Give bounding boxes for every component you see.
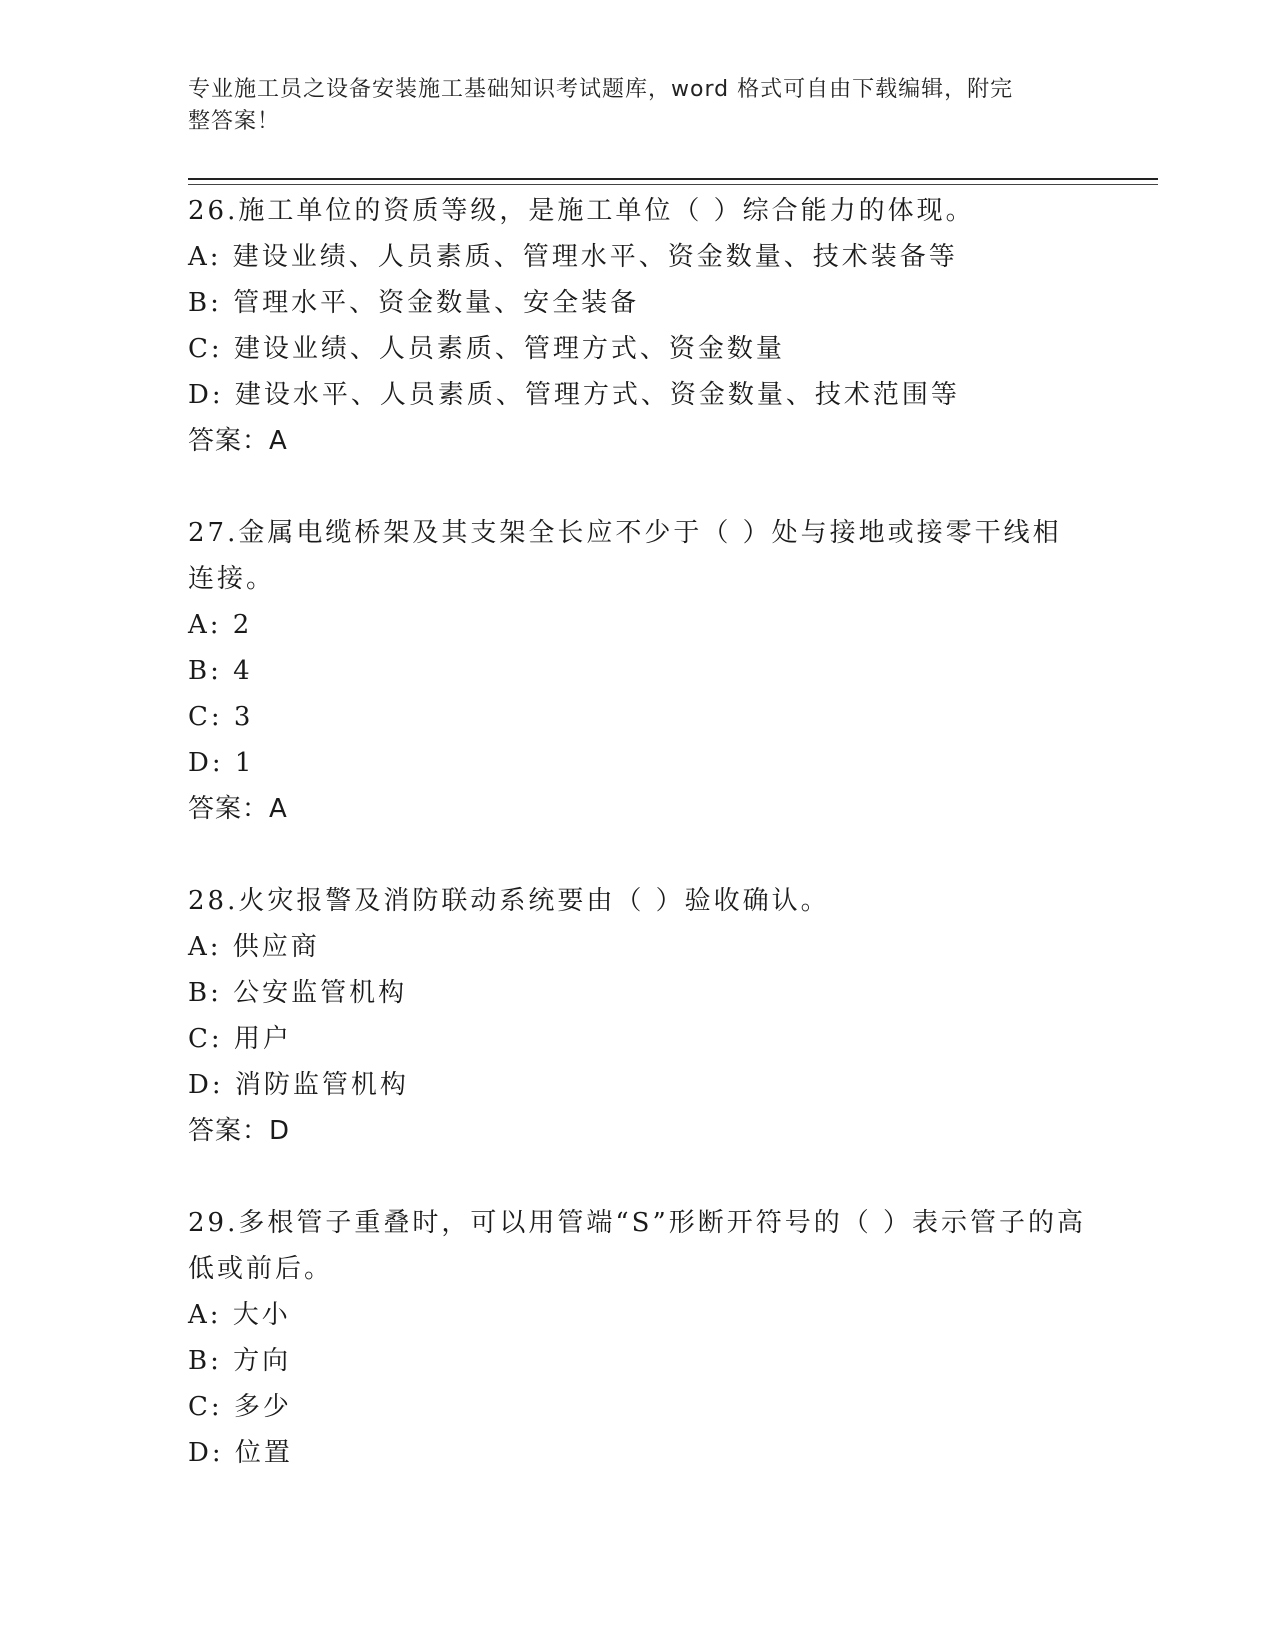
question-26 (188, 188, 1088, 464)
option-c: C: 3 (188, 702, 254, 732)
option-b: B: 管理水平、资金数量、安全装备 (188, 288, 640, 318)
document-header (188, 74, 1068, 138)
option-d: D: 建设水平、人员素质、管理方式、资金数量、技术范围等 (188, 380, 960, 410)
question-stem: 29.多根管子重叠时，可以用管端“S”形断开符号的（ ）表示管子的高低或前后。 (188, 1208, 1087, 1284)
answer-label: 答案：A (188, 426, 288, 456)
question-27 (188, 510, 1088, 832)
option-b: B: 方向 (188, 1346, 292, 1376)
header-divider-thick (188, 178, 1158, 180)
answer-label: 答案：D (188, 1116, 291, 1146)
option-d: D: 消防监管机构 (188, 1070, 409, 1100)
header-line-2: 整答案！ (188, 109, 281, 134)
option-a: A: 2 (188, 610, 253, 640)
question-list (188, 188, 1088, 1522)
option-a: A: 大小 (188, 1300, 291, 1330)
option-a: A: 建设业绩、人员素质、管理水平、资金数量、技术装备等 (188, 242, 958, 272)
option-c: C: 建设业绩、人员素质、管理方式、资金数量 (188, 334, 785, 364)
option-b: B: 公安监管机构 (188, 978, 408, 1008)
option-d: D: 位置 (188, 1438, 293, 1468)
header-divider-thin (188, 184, 1158, 185)
option-c: C: 用户 (188, 1024, 292, 1054)
answer-label: 答案：A (188, 794, 288, 824)
option-c: C: 多少 (188, 1392, 292, 1422)
option-d: D: 1 (188, 748, 255, 778)
option-a: A: 供应商 (188, 932, 320, 962)
header-line-1: 专业施工员之设备安装施工基础知识考试题库，word 格式可自由下载编辑，附完 (188, 77, 1014, 102)
question-28 (188, 878, 1088, 1154)
question-29 (188, 1200, 1088, 1476)
question-stem: 27.金属电缆桥架及其支架全长应不少于（ ）处与接地或接零干线相连接。 (188, 518, 1062, 594)
option-b: B: 4 (188, 656, 253, 686)
question-stem: 28.火灾报警及消防联动系统要由（ ）验收确认。 (188, 886, 830, 916)
question-stem: 26.施工单位的资质等级，是施工单位（ ）综合能力的体现。 (188, 196, 975, 226)
